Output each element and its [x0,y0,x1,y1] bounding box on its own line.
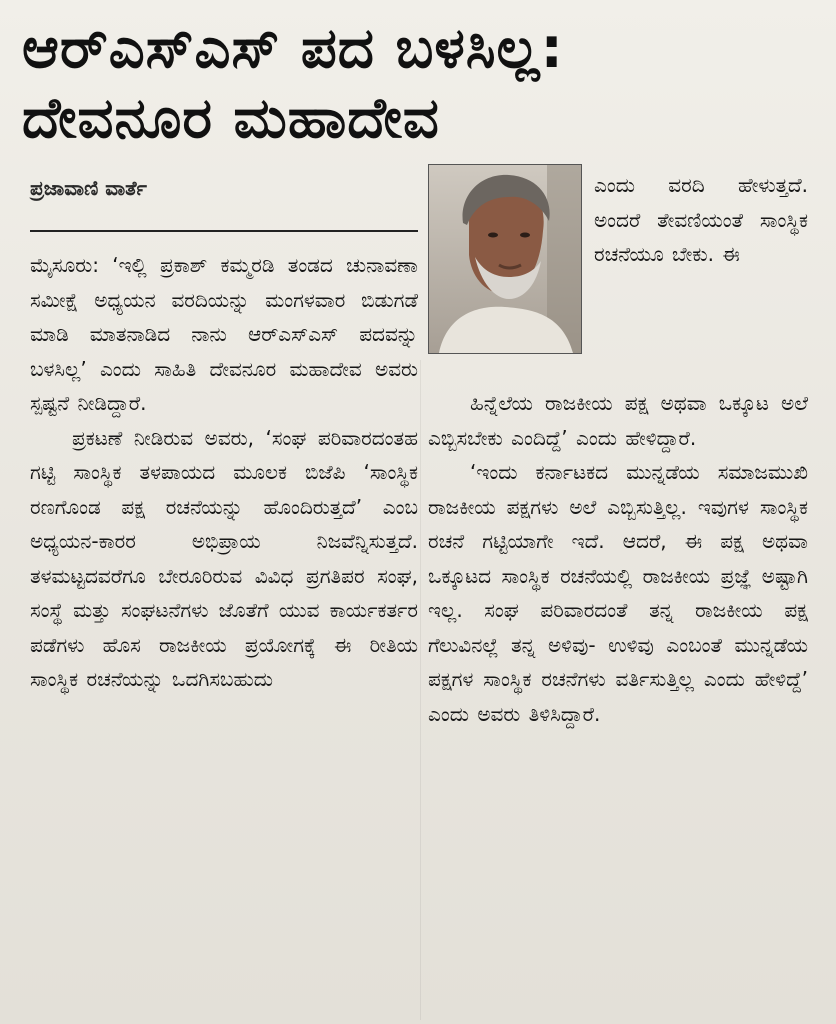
byline: ಪ್ರಜಾವಾಣಿ ವಾರ್ತೆ [30,176,147,200]
right-column-top [594,168,808,272]
portrait-photo-icon [429,165,581,353]
headline-line-2: ದೇವನೂರ ಮಹಾದೇವ [22,86,440,151]
portrait-photo [428,164,582,354]
paragraph-3-start: ಎಂದು ವರದಿ ಹೇಳುತ್ತದೆ. ಅಂದರೆ ತೇವಣಿಯಂತೆ ಸಾಂಸ್ಥಿಕ ರಚನೆಯೂ ಬೇಕು. ಈ [594,173,808,266]
paragraph-4: ‘ಇಂದು ಕರ್ನಾಟಕದ ಮುನ್ನಡೆಯ ಸಮಾಜಮುಖಿ ರಾಜಕೀಯ ಪಕ್ಷಗಳು ಅಲೆ ಎಬ್ಬಿಸುತ್ತಿಲ್ಲ. ಇವುಗಳ ಸಾಂಸ್ಥಿಕ ರಚನೆ ಗಟ್ಟಿಯಾಗೇ ಇದೆ. ಆದರೆ, ಈ ಪಕ್ಷ ಅಥವಾ ಒಕ್ಕೂಟದ ಸಾಂಸ್ಥಿಕ ರಚನೆಯಲ್ಲಿ ರಾಜಕೀಯ ಪ್ರಜ್ಞೆ ಅಷ್ಟಾಗಿ ಇಲ್ಲ. ಸಂಘ ಪರಿವಾರದಂತೆ ತನ್ನ ರಾಜಕೀಯ ಪಕ್ಷ ಗೆಲುವಿನಲ್ಲೆ ತನ್ನ ಅಳಿವು- ಉಳಿವು ಎಂಬಂತೆ ಮುನ್ನಡೆಯ ಪಕ್ಷಗಳ ಸಾಂಸ್ಥಿಕ ರಚನೆಗಳು ವರ್ತಿಸುತ್ತಿಲ್ಲ ಎಂದು ಹೇಳಿದ್ದೆ’ ಎಂದು ಅವರು ತಿಳಿಸಿದ್ದಾರೆ. [428,460,808,726]
right-column [428,386,808,731]
headline-line-1: ಆರ್‌ಎಸ್‌ಎಸ್ ಪದ ಬಳಸಿಲ್ಲ: [22,16,564,81]
headline [22,14,822,154]
left-column [30,248,418,697]
column-gutter [420,360,421,1020]
paragraph-2: ಪ್ರಕಟಣೆ ನೀಡಿರುವ ಅವರು, ‘ಸಂಘ ಪರಿವಾರದಂತಹ ಗಟ್ಟಿ ಸಾಂಸ್ಥಿಕ ತಳಪಾಯದ ಮೂಲಕ ಬಿಜೆಪಿ ‘ಸಾಂಸ್ಥಿಕ ರಣಗೊಂಡ ಪಕ್ಷ ರಚನೆಯನ್ನು ಹೊಂದಿರುತ್ತದೆ’ ಎಂಬ ಅಧ್ಯಯನ-ಕಾರರ ಅಭಿಪ್ರಾಯ ನಿಜವೆನ್ನಿಸುತ್ತದೆ. ತಳಮಟ್ಟದವರೆಗೂ ಬೇರೂರಿರುವ ವಿವಿಧ ಪ್ರಗತಿಪರ ಸಂಘ, ಸಂಸ್ಥೆ ಮತ್ತು ಸಂಘಟನೆಗಳು ಜೊತೆಗೆ ಯುವ ಕಾರ್ಯಕರ್ತರ ಪಡೆಗಳು ಹೊಸ ರಾಜಕೀಯ ಪ್ರಯೋಗಕ್ಕೆ ಈ ರೀತಿಯ ಸಾಂಸ್ಥಿಕ ರಚನೆಯನ್ನು ಒದಗಿಸಬಹುದು [30,425,418,691]
paragraph-3-continued: ಹಿನ್ನೆಲೆಯ ರಾಜಕೀಯ ಪಕ್ಷ ಅಥವಾ ಒಕ್ಕೂಟ ಅಲೆ ಎಬ್ಬಿಸಬೇಕು ಎಂದಿದ್ದೆ’ ಎಂದು ಹೇಳಿದ್ದಾರೆ. [428,391,808,450]
paragraph-1: ಮೈಸೂರು: ‘ಇಲ್ಲಿ ಪ್ರಕಾಶ್ ಕಮ್ಮರಡಿ ತಂಡದ ಚುನಾವಣಾ ಸಮೀಕ್ಷೆ ಅಧ್ಯಯನ ವರದಿಯನ್ನು ಮಂಗಳವಾರ ಬಿಡುಗಡೆ ಮಾಡಿ ಮಾತನಾಡಿದ ನಾನು ಆರ್‌ಎಸ್‌ಎಸ್ ಪದವನ್ನು ಬಳಸಿಲ್ಲ’ ಎಂದು ಸಾಹಿತಿ ದೇವನೂರ ಮಹಾದೇವ ಅವರು ಸ್ಪಷ್ಟನೆ ನೀಡಿದ್ದಾರೆ. [30,253,418,415]
byline-divider [30,230,418,232]
